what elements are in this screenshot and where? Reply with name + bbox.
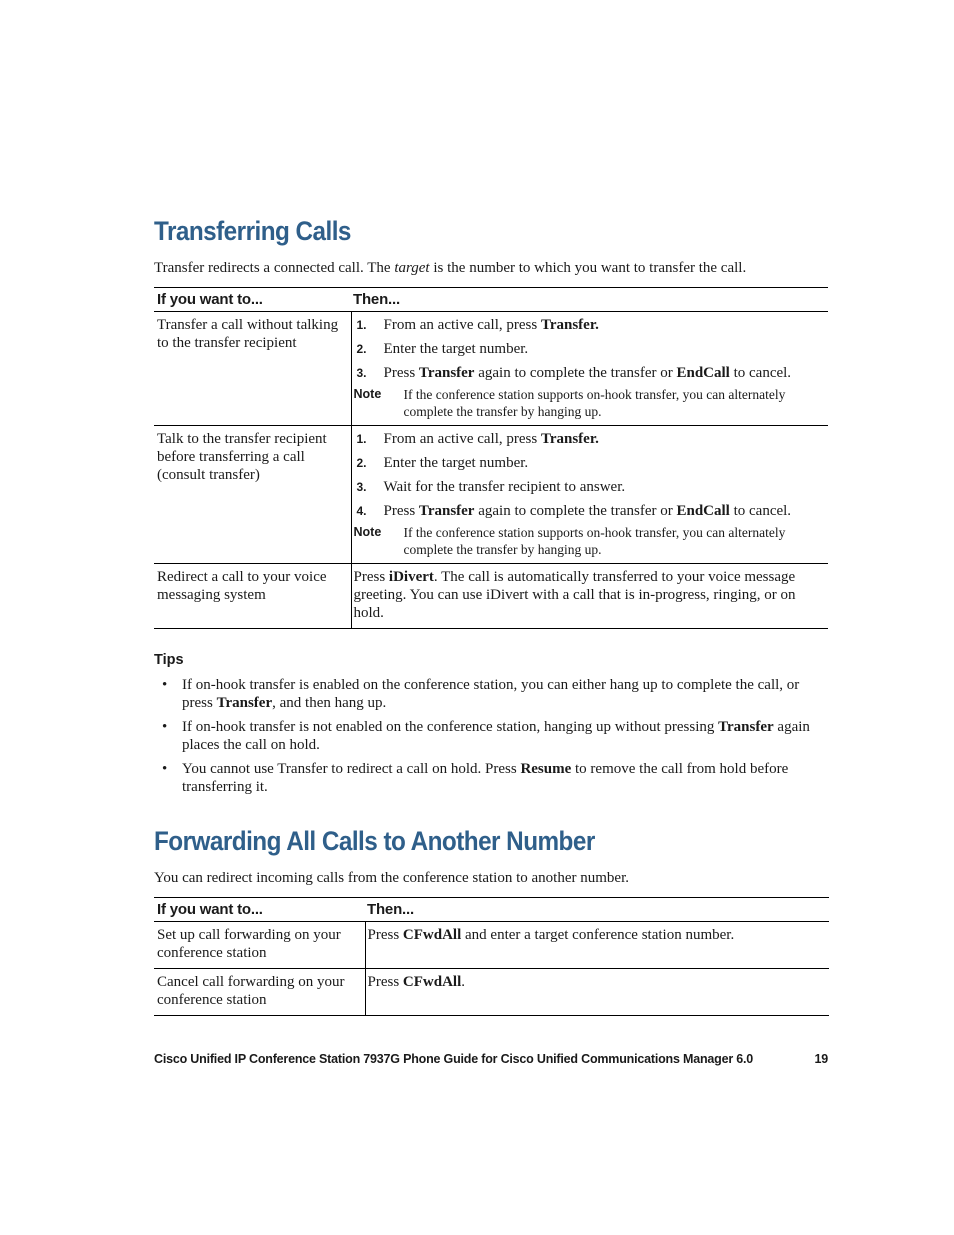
row-action: Set up call forwarding on your conference station [154,922,365,969]
row-action: Transfer a call without talking to the transfer recipient [154,312,351,426]
section-intro: You can redirect incoming calls from the conference station to another number. [154,870,629,886]
list-item [154,760,829,796]
row-then: Press iDivert. The call is automatically transferred to your voice message greeting. You can use iDivert with a call that is in-progress, ringing, or on hold. [351,564,828,629]
table-header-row [154,288,828,312]
table-row [154,426,828,564]
intro-term-target: target [394,260,430,276]
row-then: Press CFwdAll. [365,969,829,1016]
step-text: Enter the target number. [383,341,529,357]
step [354,340,827,358]
step [354,454,827,472]
step [354,316,827,334]
ui-term: Resume [520,761,572,777]
intro-text: is the number to which you want to transfer the call. [429,260,747,276]
step-number: 1. [356,432,367,446]
table-row [154,564,828,629]
footer-title: Cisco Unified IP Conference Station 7937G Phone Guide for Cisco Unified Communications Manager 6.0 [154,1052,754,1066]
tips-list [154,676,829,802]
forwarding-table [154,897,829,1016]
step-number: 3. [356,480,367,494]
tips-heading: Tips [154,652,184,668]
ui-term: Transfer [418,365,475,381]
step-text: Wait for the transfer recipient to answer. [383,479,626,495]
note [354,524,827,558]
ui-term: Transfer. [540,431,599,447]
page-number: 19 [814,1052,828,1066]
section-title-forwarding-calls: Forwarding All Calls to Another Number [154,826,595,856]
step [354,478,827,496]
step-number: 2. [356,456,367,470]
step-text: From an active call, press Transfer. [383,431,599,447]
table-header-row [154,898,829,922]
ui-term: CFwdAll [402,927,462,943]
ui-term: CFwdAll [402,974,462,990]
step-number: 4. [356,504,367,518]
note [354,386,827,420]
section-title-transferring-calls: Transferring Calls [154,216,351,246]
bullet: • [162,761,168,777]
column-header-if-you-want: If you want to... [154,288,351,312]
column-header-if-you-want: If you want to... [154,898,365,922]
note-text: If the conference station supports on-hook transfer, you can alternately complete the transfer by hanging up. [403,387,786,419]
row-steps [351,426,828,564]
bullet: • [162,719,168,735]
step-text: Enter the target number. [383,455,529,471]
section-intro [154,259,746,277]
row-action: Redirect a call to your voice messaging system [154,564,351,629]
ui-term: Transfer [718,719,774,735]
transfer-table [154,287,828,629]
note-label: Note [353,525,382,539]
ui-term: Transfer [418,503,475,519]
step-number: 3. [356,366,367,380]
note-text: If the conference station supports on-hook transfer, you can alternately complete the transfer by hanging up. [403,525,786,557]
column-header-then: Then... [365,898,829,922]
bullet: • [162,677,168,693]
step-text: Press Transfer again to complete the transfer or EndCall to cancel. [383,365,792,381]
step [354,430,827,448]
ui-term: iDivert [388,569,434,585]
ui-term: EndCall [676,365,730,381]
intro-text: Transfer redirects a connected call. The [154,260,395,276]
ui-term: Transfer [216,695,273,711]
table-row [154,312,828,426]
table-row [154,969,829,1016]
column-header-then: Then... [351,288,828,312]
ui-term: EndCall [676,503,730,519]
row-steps [351,312,828,426]
step-text: Press Transfer again to complete the transfer or EndCall to cancel. [383,503,792,519]
note-label: Note [353,387,382,401]
step-text: From an active call, press Transfer. [383,317,599,333]
row-action: Cancel call forwarding on your conference station [154,969,365,1016]
step [354,364,827,382]
step-number: 1. [356,318,367,332]
tip-text: If on-hook transfer is enabled on the conference station, you can either hang up to complete the call, or press Transfer, and then hang up. [182,677,800,711]
tip-text: You cannot use Transfer to redirect a call on hold. Press Resume to remove the call from hold before transferring it. [182,761,789,795]
table-row [154,922,829,969]
list-item [154,676,829,712]
ui-term: Transfer. [540,317,599,333]
step [354,502,827,520]
tip-text: If on-hook transfer is not enabled on the conference station, hanging up without pressing Transfer again places the call on hold. [182,719,810,753]
list-item [154,718,829,754]
row-action: Talk to the transfer recipient before transferring a call (consult transfer) [154,426,351,564]
row-then: Press CFwdAll and enter a target conference station number. [365,922,829,969]
step-number: 2. [356,342,367,356]
